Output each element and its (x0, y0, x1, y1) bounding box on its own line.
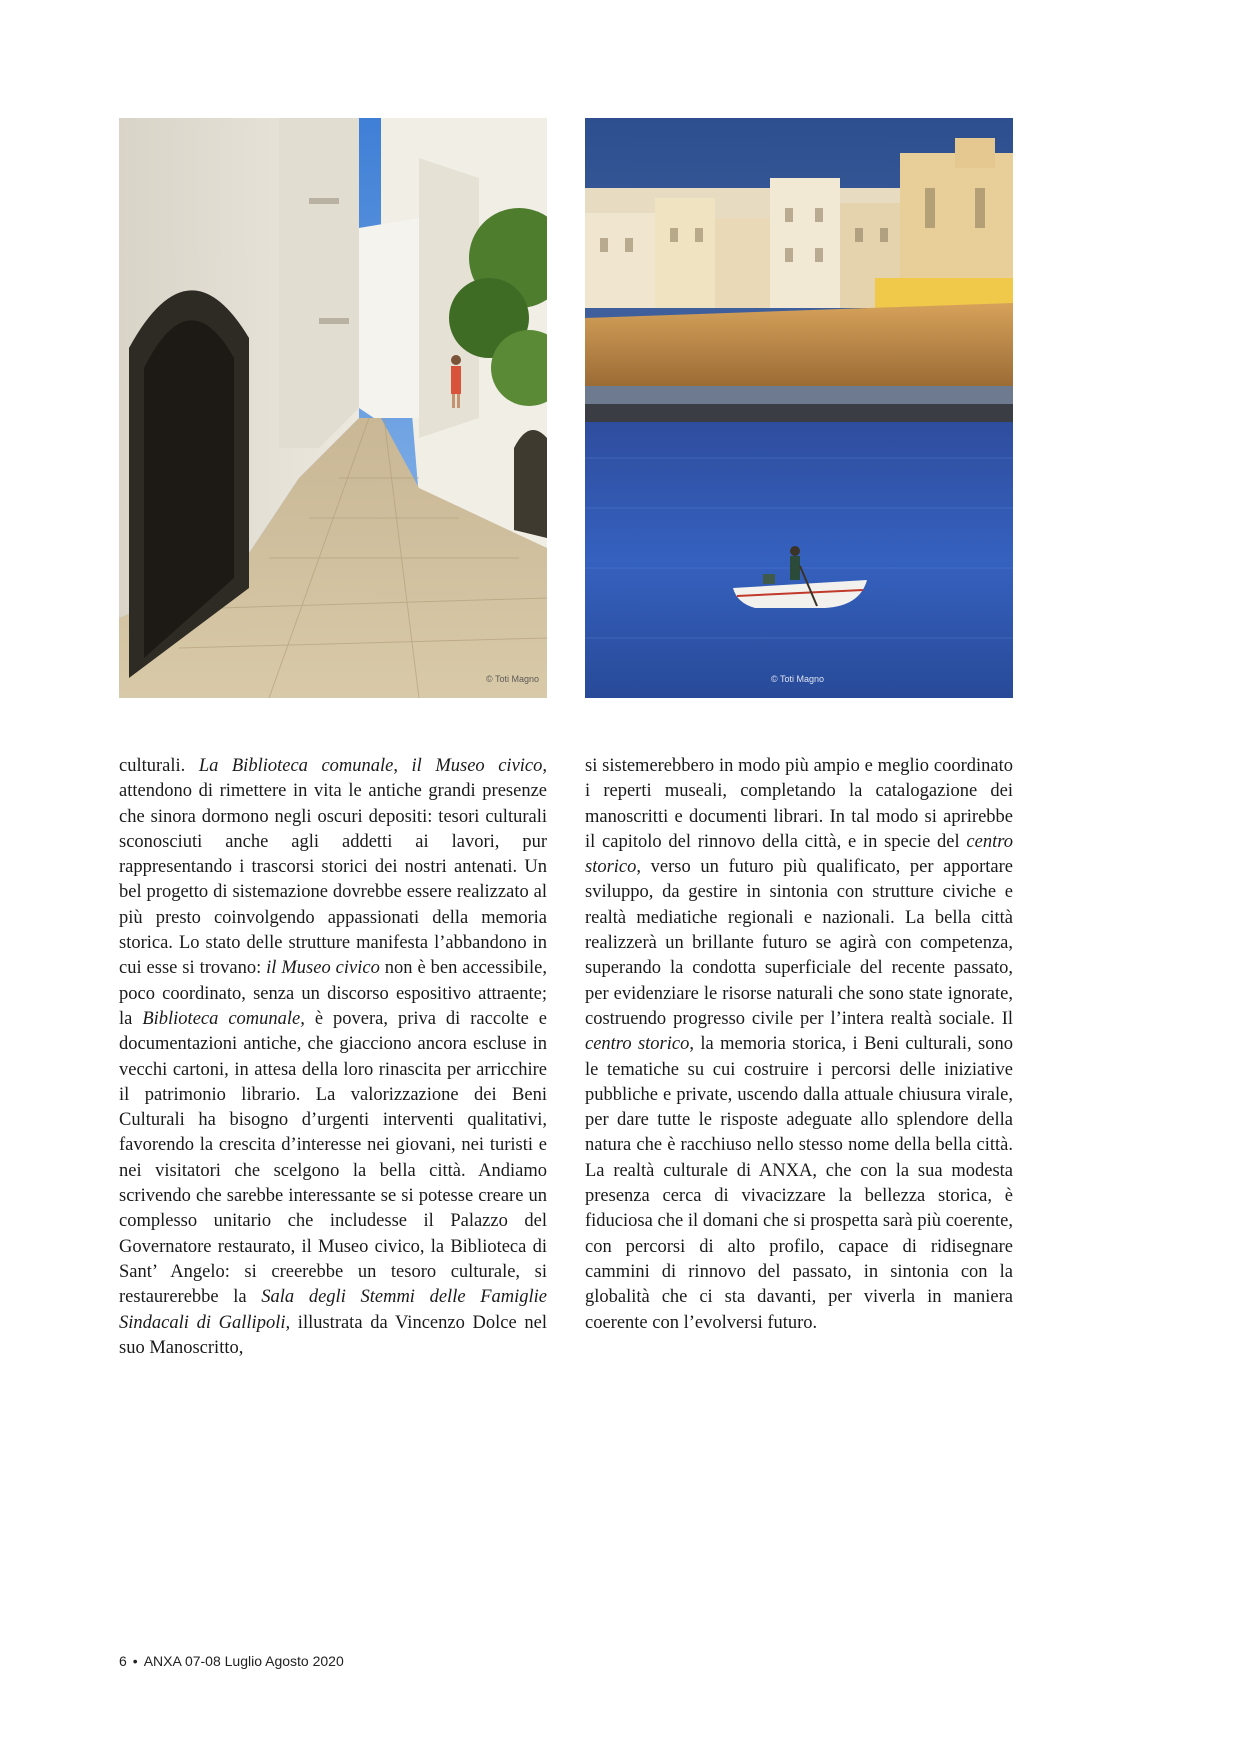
photo-credit: © Toti Magno (771, 674, 824, 684)
seafront-photo (585, 118, 1013, 698)
article-paragraph: culturali. La Biblioteca comunale, il Museo civico, attendono di rimettere in vita le antiche grandi presenze che sinora dormono negli oscuri depositi: tesori culturali sconosciuti anche agli addetti ai lavori, pur rappresentando i trascorsi storici dei nostri antenati. Un bel progetto di sistemazione dovrebbe essere realizzato al più presto coinvolgendo appassionati della memoria storica. Lo stato delle strutture manifesta l’abbandono in cui esse si trovano: il Museo civico non è ben accessibile, poco coordinato, senza un discorso espositivo attraente; la Biblioteca comunale, è povera, priva di raccolte e documentazioni antiche, che giacciono ancora escluse in vecchi cartoni, in attesa della loro rinascita per arricchire il patrimonio librario. La valorizzazione dei Beni Culturali ha bisogno d’urgenti interventi qualitativi, favorendo la crescita d’interesse nei giovani, nei turisti e nei visitatori che scelgono la bella città. Andiamo scrivendo che sarebbe interessante se si potesse creare un complesso unitario che includesse il Palazzo del Governatore restaurato, il Museo civico, la Biblioteca di Sant’ Angelo: si creerebbe un tesoro culturale, si restaurerebbe la Sala degli Stemmi delle Famiglie Sindacali di Gallipoli, illustrata da Vincenzo Dolce nel suo Manoscritto, (119, 756, 548, 1358)
article-column-left (119, 754, 547, 1361)
footer-separator: • (132, 1653, 138, 1669)
page-footer (119, 1653, 350, 1669)
seafront-illustration (585, 118, 1013, 698)
alley-photo (119, 118, 547, 698)
article-column-right (585, 754, 1013, 1336)
alley-illustration (119, 118, 547, 698)
page-number: 6 (119, 1653, 127, 1669)
publication-title: ANXA 07-08 Luglio Agosto 2020 (143, 1653, 344, 1669)
article-paragraph: si sistemerebbero in modo più ampio e meglio coordinato i reperti museali, completando la catalogazione dei manoscritti e documenti librari. In tal modo si aprirebbe il capitolo del rinnovo della città, e in specie del centro storico, verso un futuro più qualificato, per apportare sviluppo, da gestire in sintonia con strutture civiche e realtà mediatiche regionali e nazionali. La bella città realizzerà un brillante futuro se agirà con competenza, superando la condotta superficiale del recente passato, per evidenziare le risorse naturali che sono state ignorate, costruendo progresso civile per l’intera realtà sociale. Il centro storico, la memoria storica, i Beni culturali, sono le tematiche su cui costruire i percorsi delle iniziative pubbliche e private, uscendo dalla attuale chiusura virale, per dare tutte le risposte adeguate allo splendore della natura che è racchiuso nello stesso nome della bella città. La realtà culturale di ANXA, che con la sua modesta presenza cerca di vivacizzare la bellezza storica, è fiduciosa che il domani che si prospetta sarà più coerente, con percorsi di alto profilo, capace di ridisegnare cammini di rinnovo del passato, in sintonia con la globalità che ci sta davanti, per viverla in maniera coerente con l’evolversi futuro. (585, 756, 1014, 1333)
photo-credit: © Toti Magno (486, 674, 539, 684)
